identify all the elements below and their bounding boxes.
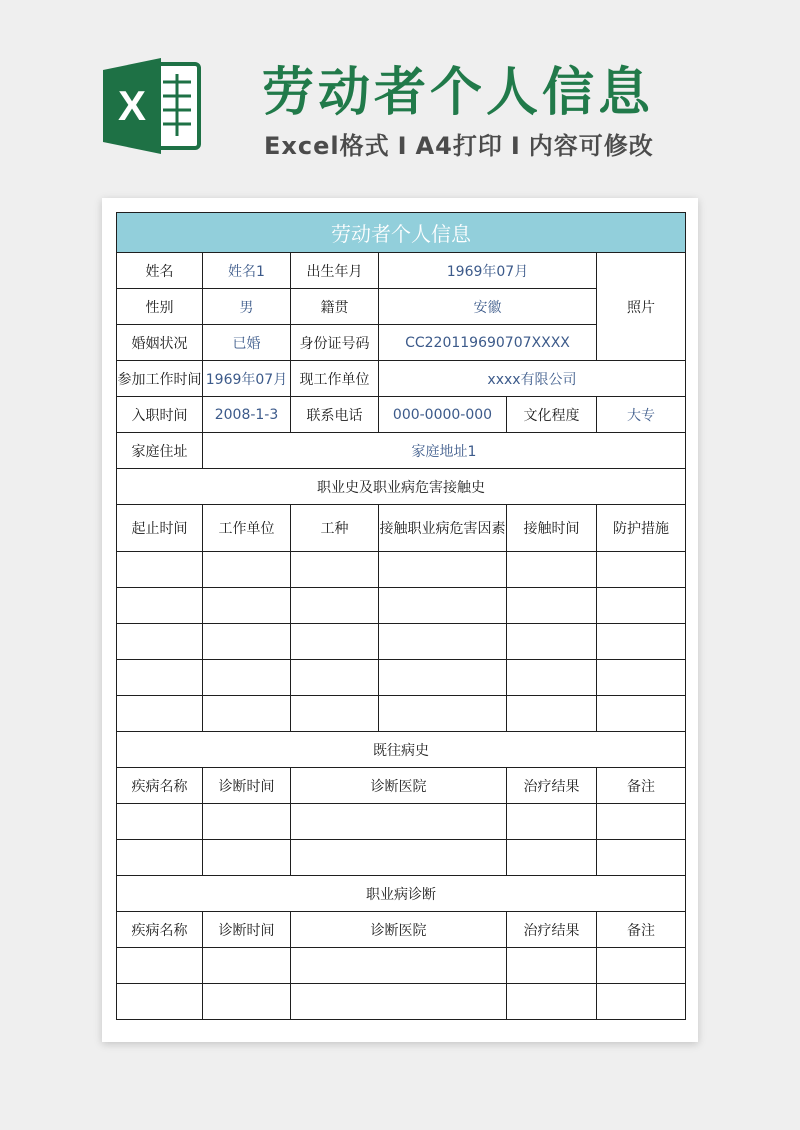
subtitle-format: Excel格式 bbox=[264, 132, 390, 160]
occupation-header: 防护措施 bbox=[597, 505, 686, 552]
birth-value[interactable]: 1969年07月 bbox=[379, 253, 597, 289]
table-cell[interactable] bbox=[117, 660, 203, 696]
table-row bbox=[117, 984, 686, 1020]
page-subtitle bbox=[264, 126, 654, 161]
table-cell[interactable] bbox=[117, 840, 203, 876]
table-row bbox=[117, 660, 686, 696]
table-cell[interactable] bbox=[203, 696, 291, 732]
form-sheet bbox=[102, 198, 698, 1042]
table-cell[interactable] bbox=[291, 660, 379, 696]
table-cell[interactable] bbox=[379, 588, 507, 624]
occupation-header: 起止时间 bbox=[117, 505, 203, 552]
table-cell[interactable] bbox=[203, 804, 291, 840]
worker-info-table bbox=[116, 212, 686, 1020]
education-label: 文化程度 bbox=[507, 397, 597, 433]
id-number-label: 身份证号码 bbox=[291, 325, 379, 361]
table-cell[interactable] bbox=[507, 552, 597, 588]
table-cell[interactable] bbox=[597, 696, 686, 732]
table-row bbox=[117, 624, 686, 660]
excel-icon bbox=[103, 58, 203, 154]
diagnosis-header: 疾病名称 bbox=[117, 912, 203, 948]
education-value[interactable]: 大专 bbox=[597, 397, 686, 433]
occupation-header: 接触时间 bbox=[507, 505, 597, 552]
table-cell[interactable] bbox=[597, 948, 686, 984]
table-row bbox=[117, 840, 686, 876]
table-cell[interactable] bbox=[507, 840, 597, 876]
history-header: 诊断医院 bbox=[291, 768, 507, 804]
table-cell[interactable] bbox=[291, 588, 379, 624]
diagnosis-header: 治疗结果 bbox=[507, 912, 597, 948]
native-place-value[interactable]: 安徽 bbox=[379, 289, 597, 325]
table-cell[interactable] bbox=[379, 624, 507, 660]
history-section-title: 既往病史 bbox=[117, 732, 686, 768]
birth-label: 出生年月 bbox=[291, 253, 379, 289]
table-cell[interactable] bbox=[379, 660, 507, 696]
diagnosis-header: 诊断医院 bbox=[291, 912, 507, 948]
subtitle-editable: 内容可修改 bbox=[528, 132, 654, 160]
history-header: 诊断时间 bbox=[203, 768, 291, 804]
table-cell[interactable] bbox=[597, 804, 686, 840]
table-cell[interactable] bbox=[507, 660, 597, 696]
name-value[interactable]: 姓名1 bbox=[203, 253, 291, 289]
marital-value[interactable]: 已婚 bbox=[203, 325, 291, 361]
table-cell[interactable] bbox=[117, 624, 203, 660]
diagnosis-header: 诊断时间 bbox=[203, 912, 291, 948]
table-row bbox=[117, 696, 686, 732]
occupation-section-title: 职业史及职业病危害接触史 bbox=[117, 469, 686, 505]
occupation-header: 接触职业病危害因素 bbox=[379, 505, 507, 552]
table-row bbox=[117, 588, 686, 624]
table-cell[interactable] bbox=[203, 552, 291, 588]
occupation-header: 工作单位 bbox=[203, 505, 291, 552]
table-row bbox=[117, 552, 686, 588]
gender-label: 性别 bbox=[117, 289, 203, 325]
phone-label: 联系电话 bbox=[291, 397, 379, 433]
form-title: 劳动者个人信息 bbox=[117, 213, 686, 253]
table-cell[interactable] bbox=[203, 660, 291, 696]
page-title: 劳动者个人信息 bbox=[262, 63, 655, 123]
table-cell[interactable] bbox=[507, 588, 597, 624]
table-cell[interactable] bbox=[291, 624, 379, 660]
table-cell[interactable] bbox=[379, 552, 507, 588]
table-cell[interactable] bbox=[291, 804, 507, 840]
table-cell[interactable] bbox=[203, 624, 291, 660]
table-cell[interactable] bbox=[597, 840, 686, 876]
address-label: 家庭住址 bbox=[117, 433, 203, 469]
table-cell[interactable] bbox=[117, 804, 203, 840]
table-cell[interactable] bbox=[291, 840, 507, 876]
table-cell[interactable] bbox=[379, 696, 507, 732]
name-label: 姓名 bbox=[117, 253, 203, 289]
table-cell[interactable] bbox=[597, 660, 686, 696]
occupation-header: 工种 bbox=[291, 505, 379, 552]
address-value[interactable]: 家庭地址1 bbox=[203, 433, 686, 469]
native-place-label: 籍贯 bbox=[291, 289, 379, 325]
table-cell[interactable] bbox=[597, 552, 686, 588]
table-cell[interactable] bbox=[203, 840, 291, 876]
phone-value[interactable]: 000-0000-000 bbox=[379, 397, 507, 433]
table-cell[interactable] bbox=[117, 696, 203, 732]
table-cell[interactable] bbox=[117, 552, 203, 588]
table-cell[interactable] bbox=[291, 696, 379, 732]
svg-text:X: X bbox=[117, 82, 147, 129]
table-cell[interactable] bbox=[117, 948, 203, 984]
hire-date-value[interactable]: 2008-1-3 bbox=[203, 397, 291, 433]
employer-value[interactable]: xxxx有限公司 bbox=[379, 361, 686, 397]
diagnosis-section-title: 职业病诊断 bbox=[117, 876, 686, 912]
table-cell[interactable] bbox=[291, 984, 507, 1020]
work-start-value[interactable]: 1969年07月 bbox=[203, 361, 291, 397]
history-header: 治疗结果 bbox=[507, 768, 597, 804]
table-cell[interactable] bbox=[203, 984, 291, 1020]
table-cell[interactable] bbox=[203, 588, 291, 624]
table-row bbox=[117, 804, 686, 840]
work-start-label: 参加工作时间 bbox=[117, 361, 203, 397]
table-cell[interactable] bbox=[597, 588, 686, 624]
table-cell[interactable] bbox=[203, 948, 291, 984]
table-cell[interactable] bbox=[507, 804, 597, 840]
hire-date-label: 入职时间 bbox=[117, 397, 203, 433]
marital-label: 婚姻状况 bbox=[117, 325, 203, 361]
table-row bbox=[117, 948, 686, 984]
table-cell[interactable] bbox=[291, 552, 379, 588]
history-header: 备注 bbox=[597, 768, 686, 804]
table-cell[interactable] bbox=[291, 948, 507, 984]
gender-value[interactable]: 男 bbox=[203, 289, 291, 325]
history-header: 疾病名称 bbox=[117, 768, 203, 804]
table-cell[interactable] bbox=[507, 696, 597, 732]
table-cell[interactable] bbox=[117, 984, 203, 1020]
diagnosis-header: 备注 bbox=[597, 912, 686, 948]
table-cell[interactable] bbox=[117, 588, 203, 624]
table-cell[interactable] bbox=[507, 948, 597, 984]
subtitle-separator: I bbox=[510, 132, 521, 160]
subtitle-print: A4打印 bbox=[415, 132, 503, 160]
subtitle-separator: I bbox=[397, 132, 408, 160]
photo-cell[interactable]: 照片 bbox=[597, 253, 686, 361]
table-cell[interactable] bbox=[507, 624, 597, 660]
table-cell[interactable] bbox=[597, 624, 686, 660]
table-cell[interactable] bbox=[507, 984, 597, 1020]
employer-label: 现工作单位 bbox=[291, 361, 379, 397]
id-number-value[interactable]: CC220119690707XXXX bbox=[379, 325, 597, 361]
table-cell[interactable] bbox=[597, 984, 686, 1020]
